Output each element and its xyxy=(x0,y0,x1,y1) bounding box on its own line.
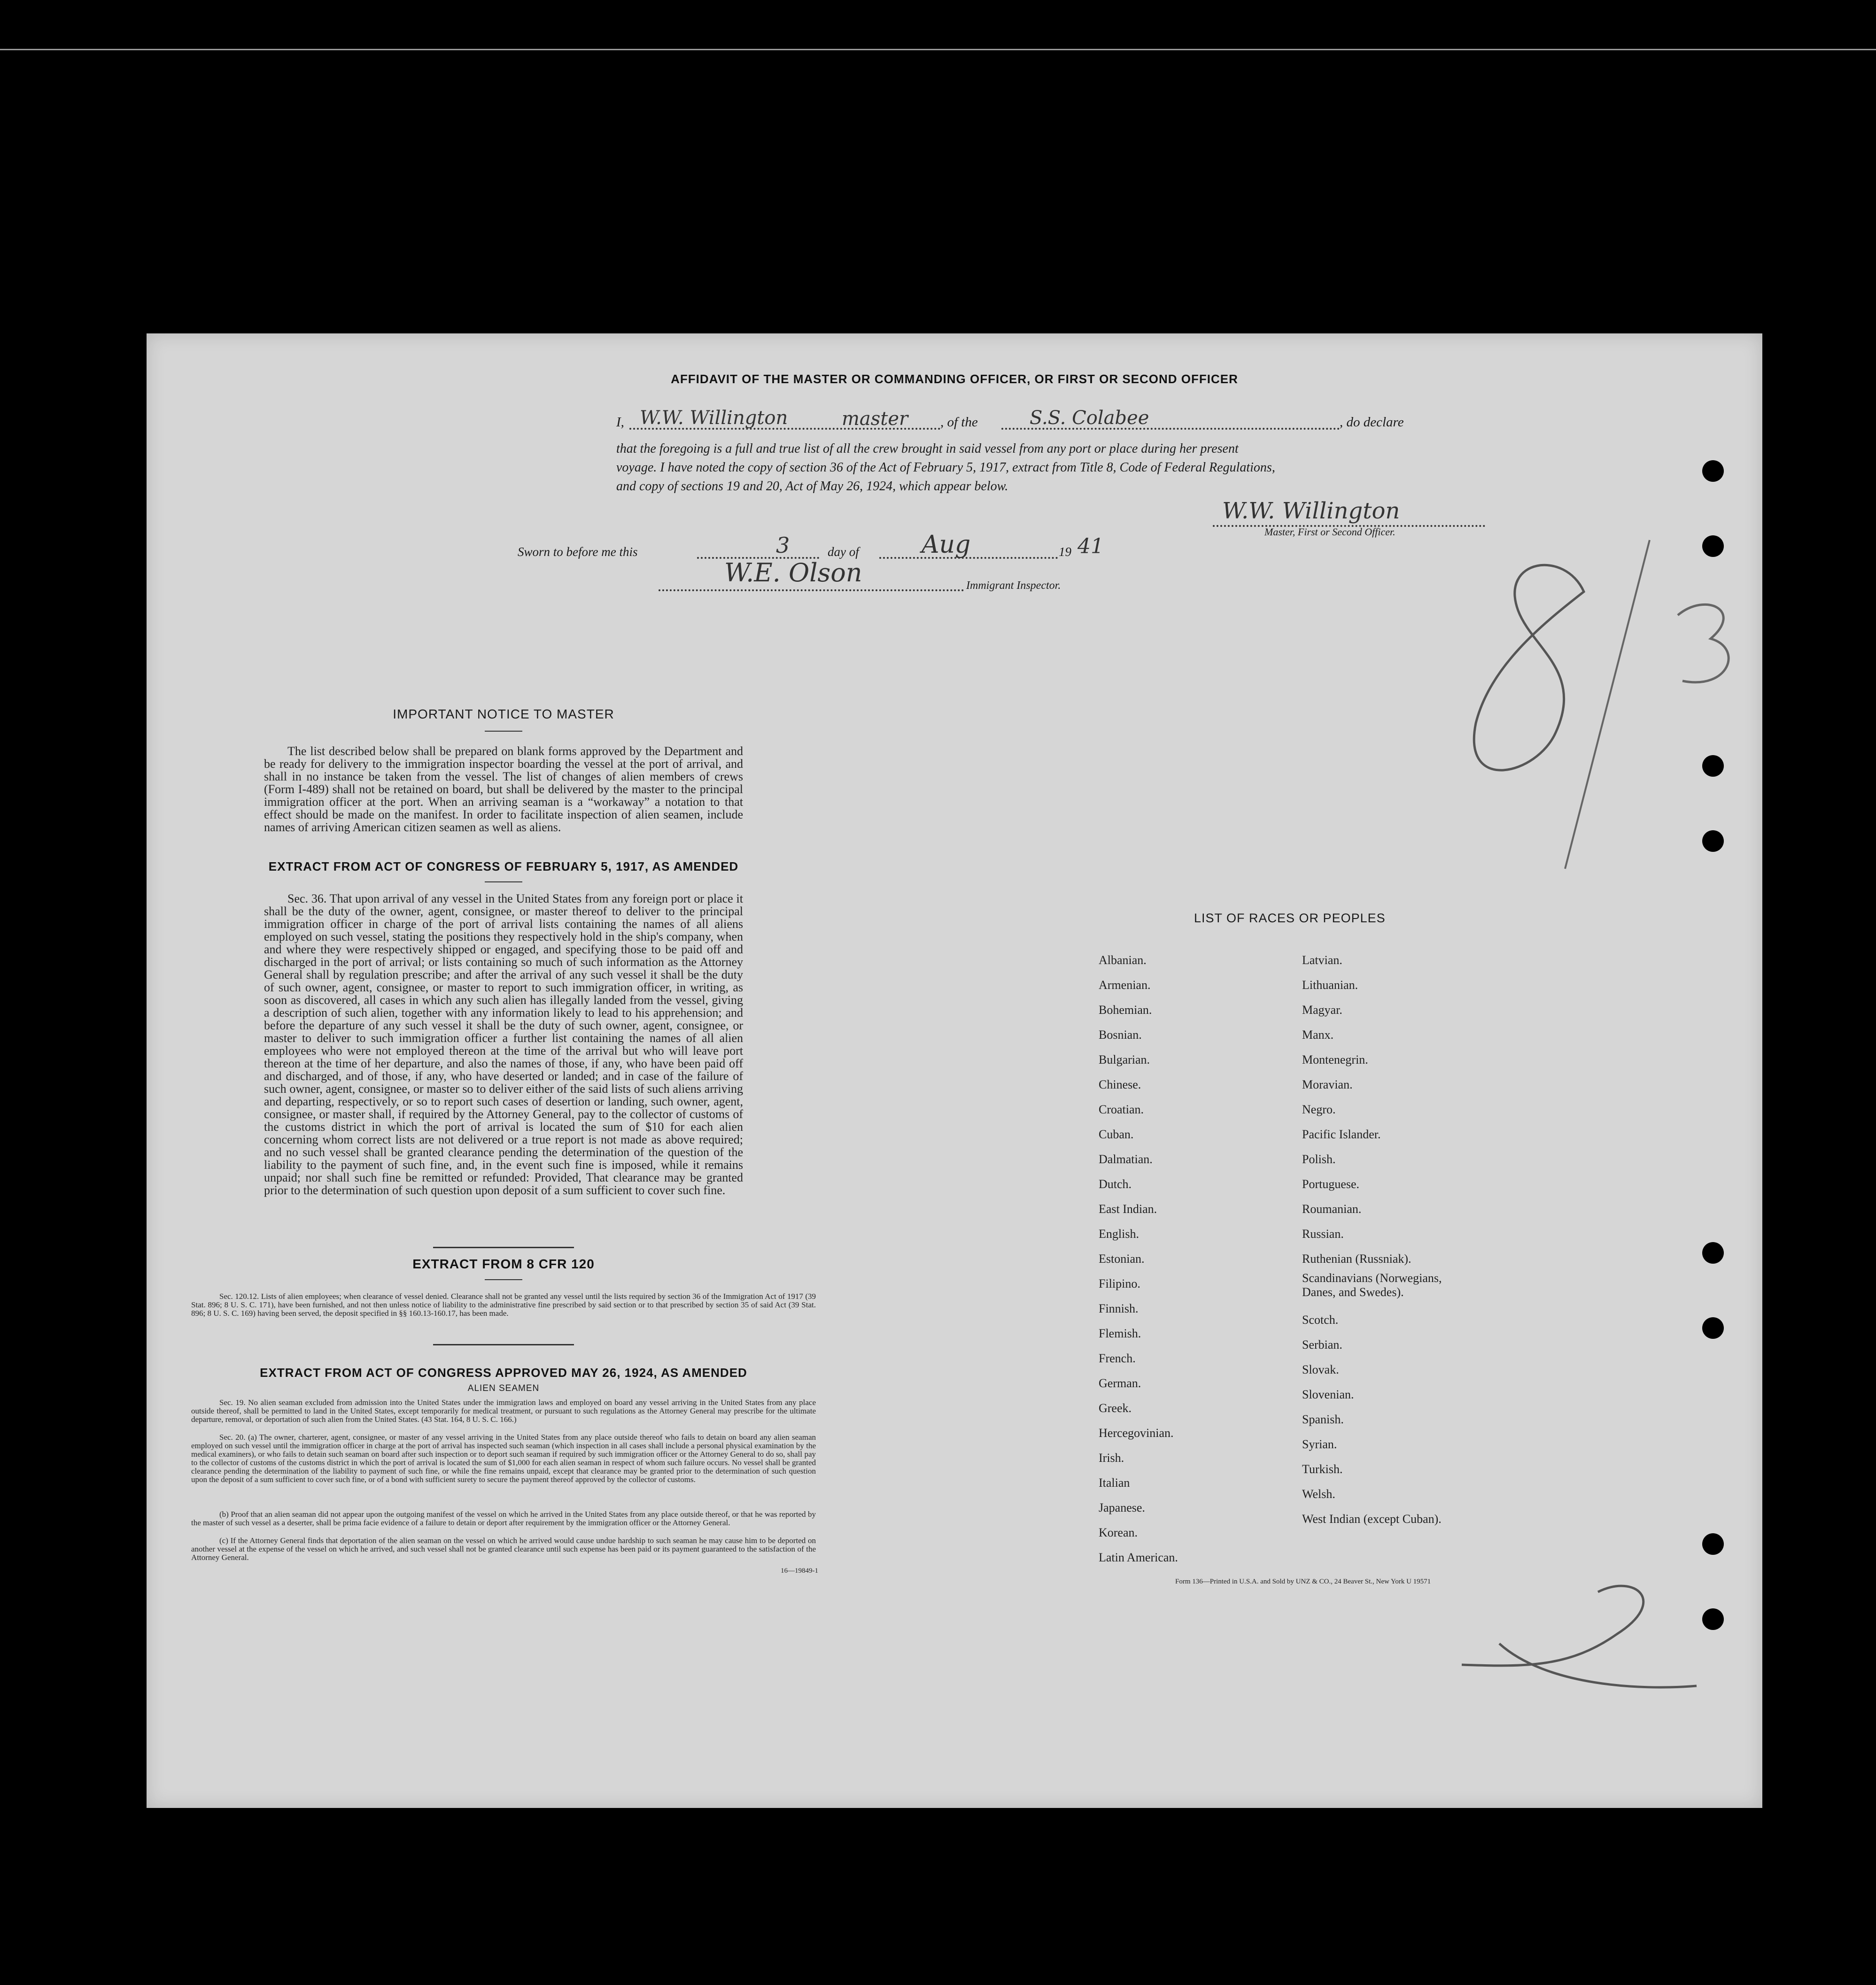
sworn-line xyxy=(518,531,1269,568)
affidavit-statement-line-3: and copy of sections 19 and 20, Act of May 26, 1924, which appear below. xyxy=(616,479,1008,494)
race-entry: Moravian. xyxy=(1302,1078,1353,1091)
cfr-heading-rule xyxy=(485,1279,522,1280)
declarant-role-handwritten: master xyxy=(842,408,908,430)
race-entry: Slovenian. xyxy=(1302,1387,1354,1401)
punch-hole xyxy=(1702,1317,1724,1339)
race-entry: Montenegrin. xyxy=(1302,1053,1368,1066)
race-entry: Flemish. xyxy=(1099,1327,1141,1340)
sworn-month: Aug xyxy=(922,531,971,559)
race-entry: Russian. xyxy=(1302,1227,1344,1241)
act-1924-sec19: Sec. 19. No alien seaman excluded from admission into the United States under the immigration laws and employed on board any vessel arriving in the United States from any place outside thereof, shall be permitted to land in the United States, except temporarily for medical treatment, or pursuant to such regulations as the Attorney General may prescribe for the ultimate departure, removal, or deportation of such alien from the United States. (43 Stat. 164, 8 U. S. C. 166.) xyxy=(191,1398,816,1424)
pencil-fraction-annotation xyxy=(1321,531,1744,897)
race-entry: Scotch. xyxy=(1302,1313,1339,1327)
section-divider xyxy=(433,1247,574,1248)
master-signature: W.W. Willington xyxy=(1222,498,1400,524)
affidavit-statement-line-2: voyage. I have noted the copy of section 36 of the Act of February 5, 1917, extract from Title 8, Code of Federal Regulations, xyxy=(616,460,1275,475)
race-entry: Dalmatian. xyxy=(1099,1152,1153,1166)
race-entry: Hercegovinian. xyxy=(1099,1426,1174,1440)
race-entry: Bulgarian. xyxy=(1099,1053,1150,1066)
act-1924-subheading: ALIEN SEAMEN xyxy=(467,1383,540,1393)
declarant-name-handwritten: W.W. Willington xyxy=(640,407,788,429)
notice-heading: IMPORTANT NOTICE TO MASTER xyxy=(393,707,614,721)
punch-hole xyxy=(1702,460,1724,482)
act-1924-form-number: 16—19849-1 xyxy=(781,1567,818,1575)
act-1924-sec20c: (c) If the Attorney General finds that deportation of the alien seaman on the vessel on which he arrived would cause undue hardship to such seaman he may cause him to be deported on another vessel at the expense of the vessel on which he arrived, and such vessel shall not be granted clearance until such expense has been paid or its payment guaranteed to the satisfaction of the Attorney General. xyxy=(191,1536,816,1562)
race-entry: Cuban. xyxy=(1099,1128,1134,1141)
affidavit-heading: AFFIDAVIT OF THE MASTER OR COMMANDING OFFICER, OR FIRST OR SECOND OFFICER xyxy=(671,372,1238,386)
inspector-signature: W.E. Olson xyxy=(724,558,862,587)
form-footer: Form 136—Printed in U.S.A. and Sold by UNZ & CO., 24 Beaver St., New York U 19571 xyxy=(1175,1578,1431,1585)
act-1924-sec20b: (b) Proof that an alien seaman did not appear upon the outgoing manifest of the vessel on which he arrived in the United States from any place outside thereof, or that he was reported by the master of such vessel as a deserter, shall be prima facie evidence of a failure to detain or deport after requirement by the immigration officer or the Attorney General. xyxy=(191,1510,816,1527)
race-entry: Chinese. xyxy=(1099,1078,1141,1091)
race-entry: Lithuanian. xyxy=(1302,978,1358,992)
race-entry: French. xyxy=(1099,1352,1136,1365)
race-entry: Latin American. xyxy=(1099,1551,1178,1564)
race-entry: Latvian. xyxy=(1302,953,1342,967)
affidavit-declaration-line xyxy=(616,407,1513,434)
race-entry: Ruthenian (Russniak). xyxy=(1302,1252,1411,1266)
year-prefix: 19 xyxy=(1059,545,1071,559)
race-entry: Serbian. xyxy=(1302,1337,1342,1352)
section-divider xyxy=(433,1344,574,1345)
race-entry: Polish. xyxy=(1302,1152,1336,1166)
inspector-caption: Immigrant Inspector. xyxy=(966,579,1061,592)
act-1917-body: Sec. 36. That upon arrival of any vessel in the United States from any foreign port or place it shall be the duty of the owner, agent, consignee, or master thereof to deliver to the principal immigration officer in charge of the port of arrival lists containing the names of all aliens employed on such vessel, stating the positions they respectively hold in the ship's company, when and where they were respectively shipped or engaged, and specifying those to be paid off and discharged in the port of arrival; or lists containing so much of such information as the Attorney General shall by regulation prescribe; and after the arrival of any such vessel it shall be the duty of such owner, agent, consignee, or master to report to such immigration officer, in writing, as soon as discovered, all cases in which any such alien has illegally landed from the vessel, giving a description of such alien, together with any information likely to lead to his apprehension; and before the departure of any such vessel it shall be the duty of such owner, agent, consignee, or master to deliver to such immigration officer a further list containing the names of all alien employees who were not employed thereon at the time of the arrival but who will leave port thereon at the time of her departure, and also the names of those, if any, who have been paid off and discharged, and of those, if any, who have deserted or landed; and in case of the failure of such owner, agent, consignee, or master so to deliver either of the said lists of such aliens arriving and departing, respectively, or so to report such cases of desertion or landing, such owner, agent, consignee, or master shall, if required by the Attorney General, pay to the collector of customs of the customs district in which the port of arrival is located the sum of $10 for each alien concerning whom correct lists are not delivered or a true report is not made as above required; and no such vessel shall be granted clearance pending the determination of the question of the liability to the payment of such fine, and, in the event such fine is imposed, while it remains unpaid; nor shall such fine be remitted or refunded: Provided, That clearance may be granted prior to the determination of such question upon deposit of a sum sufficient to cover such fine. xyxy=(264,892,743,1197)
race-entry: Welsh. xyxy=(1302,1487,1335,1501)
affidavit-statement-line-1: that the foregoing is a full and true list of all the crew brought in said vessel from any port or place during her present xyxy=(616,441,1239,456)
race-entry: Slovak. xyxy=(1302,1362,1339,1376)
race-entry: Croatian. xyxy=(1099,1103,1144,1116)
race-entry: Irish. xyxy=(1099,1451,1124,1465)
race-entry: Greek. xyxy=(1099,1401,1132,1415)
race-entry: Japanese. xyxy=(1099,1501,1145,1514)
race-entry: East Indian. xyxy=(1099,1202,1157,1216)
race-entry: Manx. xyxy=(1302,1028,1334,1042)
race-entry: West Indian (except Cuban). xyxy=(1302,1512,1442,1526)
race-entry: Negro. xyxy=(1302,1103,1336,1116)
race-entry: Pacific Islander. xyxy=(1302,1128,1381,1141)
race-entry: Dutch. xyxy=(1099,1177,1132,1191)
race-entry: English. xyxy=(1099,1227,1139,1241)
notice-body: The list described below shall be prepared on blank forms approved by the Department and be ready for delivery to the immigration inspector boarding the vessel at the port of arrival, and shall in no instance be taken from the vessel. The list of changes of alien members of crews (Form I-489) shall not be retained on board, but shall be delivered by the master to the principal immigration officer at the port. When an arriving seaman is a “workaway” a notation to that effect should be made on the manifest. In order to facilitate inspection of alien seamen, include names of arriving American citizen seamen as well as aliens. xyxy=(264,744,743,834)
master-caption: Master, First or Second Officer. xyxy=(1264,526,1395,538)
cfr-body: Sec. 120.12. Lists of alien employees; when clearance of vessel denied. Clearance shall not be granted any vessel until the lists required by section 36 of the Immigration Act of 1917 (39 Stat. 896; 8 U. S. C. 171), have been furnished, and not then unless notice of liability to the administrative fine prescribed by said section or to that prescribed by section 35 of said Act (39 Stat. 896; 8 U. S. C. 169) having been served, the deposit specified in §§ 160.13-160.17, has been made. xyxy=(191,1292,816,1318)
notice-heading-rule xyxy=(485,731,522,732)
act-1924-sec20a: Sec. 20. (a) The owner, charterer, agent, consignee, or master of any vessel arriving in the United States from any place outside thereof who fails to detain on board any alien seaman employed on such vessel until the immigration officer in charge at the port of arrival has inspected such seaman (which inspection in all cases shall include a personal physical examination by the medical examiners), or who fails to detain such seaman on board after such inspection or to deport such seaman if required by such immigration officer or the Attorney General to do so, shall pay to the collector of customs of the customs district in which the port of arrival is located the sum of $1,000 for each alien seaman in respect of whom such failure occurs. No vessel shall be granted clearance pending the determination of the liability to payment of such fine, or while the fine remains unpaid, except that clearance may be granted prior to the determination of such question upon the deposit of a sum sufficient to cover such fine, or of a bond with sufficient surety to secure the payment thereof approved by the collector of customs. xyxy=(191,1433,816,1484)
race-entry: Bosnian. xyxy=(1099,1028,1142,1042)
scanner-edge-line xyxy=(0,49,1876,50)
race-entry: Turkish. xyxy=(1302,1462,1343,1476)
cfr-heading: EXTRACT FROM 8 CFR 120 xyxy=(412,1257,595,1271)
race-entry: Roumanian. xyxy=(1302,1202,1362,1216)
race-entry: Magyar. xyxy=(1302,1003,1342,1017)
race-entry: Portuguese. xyxy=(1302,1177,1360,1191)
race-entry: Korean. xyxy=(1099,1526,1138,1539)
year-suffix: 41 xyxy=(1078,534,1104,558)
sworn-prefix: Sworn to before me this xyxy=(518,545,638,559)
act-1917-heading: EXTRACT FROM ACT OF CONGRESS OF FEBRUARY 5, 1917, AS AMENDED xyxy=(268,859,739,873)
race-entry: Albanian. xyxy=(1099,953,1147,967)
inspector-signature-line xyxy=(659,589,964,591)
pencil-number-annotation xyxy=(1443,1573,1725,1714)
race-entry: Bohemian. xyxy=(1099,1003,1152,1017)
act-1917-heading-rule xyxy=(485,881,522,882)
race-entry: Scandinavians (Norwegians, Danes, and Swedes). xyxy=(1302,1271,1442,1299)
act-1924-heading: EXTRACT FROM ACT OF CONGRESS APPROVED MAY 26, 1924, AS AMENDED xyxy=(260,1366,747,1380)
race-entry: Filipino. xyxy=(1099,1277,1140,1290)
vessel-name-handwritten: S.S. Colabee xyxy=(1030,407,1149,429)
punch-hole xyxy=(1702,1533,1724,1555)
race-entry: Syrian. xyxy=(1302,1437,1337,1451)
races-heading: LIST OF RACES OR PEOPLES xyxy=(1194,911,1386,925)
race-entry: German. xyxy=(1099,1376,1141,1390)
document-page xyxy=(147,333,1762,1808)
race-entry: Finnish. xyxy=(1099,1302,1139,1315)
race-entry: Armenian. xyxy=(1099,978,1151,992)
sworn-day: 3 xyxy=(776,533,790,558)
race-entry: Estonian. xyxy=(1099,1252,1145,1266)
day-of-text: day of xyxy=(828,545,859,559)
punch-hole xyxy=(1702,1242,1724,1264)
race-entry: Spanish. xyxy=(1302,1412,1344,1426)
race-entry: Italian xyxy=(1099,1476,1130,1490)
of-the-text: , of the xyxy=(940,415,978,430)
declarant-lead: I, xyxy=(616,415,624,430)
do-declare-text: , do declare xyxy=(1340,415,1404,430)
